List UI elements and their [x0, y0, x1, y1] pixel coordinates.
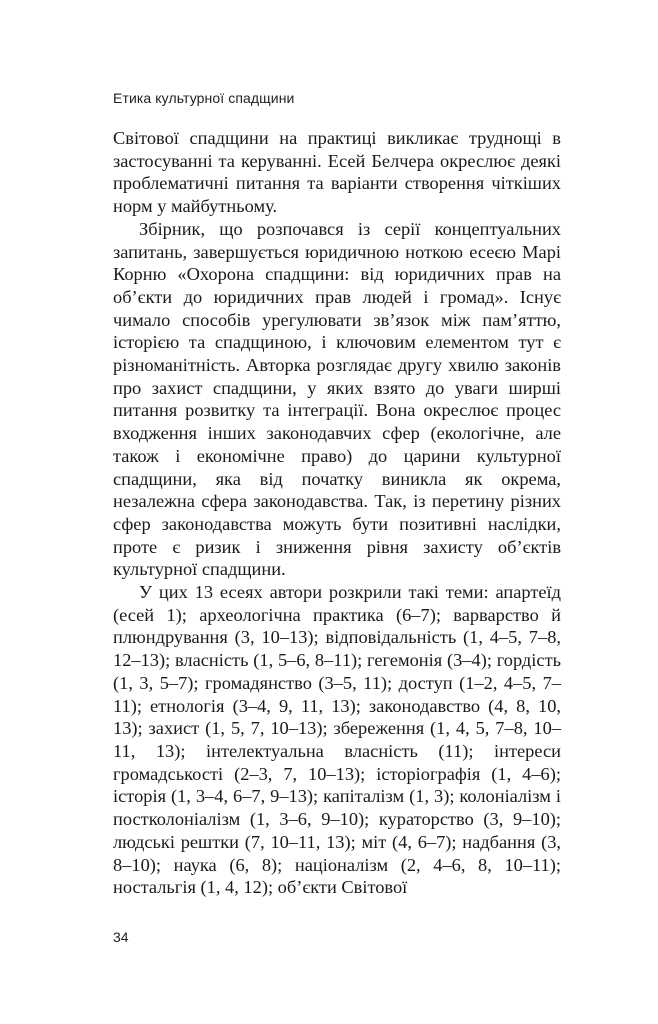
paragraph-3: У цих 13 есеях автори розкрили такі теми: апартеїд (есей 1); археологічна практика (6–7); варварство й плюндрування (3, 10–13); відповідальність (1, 4–5, 7–8, 12–13); власність (1, 5–6, 8–11); гегемонія (3–4); гордість (1, 3, 5–7); громадянство (3–5, 11); доступ (1–2, 4–5, 7–11); етнологія (3–4, 9, 11, 13); законодавство (4, 8, 10, 13); захист (1, 5, 7, 10–13); збереження (1, 4, 5, 7–8, 10–11, 13); інтелектуальна власність (11); інтереси громадськості (2–3, 7, 10–13); історіографія (1, 4–6); історія (1, 3–4, 6–7, 9–13); капіталізм (1, 3); колоніалізм і постколоніалізм (1, 3–6, 9–10); кураторство (3, 9–10); людські рештки (7, 10–11, 13); міт (4, 6–7); надбання (3, 8–10); наука (6, 8); націоналізм (2, 4–6, 8, 10–11); ностальгія (1, 4, 12); об’єкти Світової — [113, 582, 561, 898]
paragraph-1: Світової спадщини на практиці викликає труднощі в застосуванні та керуванні. Есей Белчера окреслює деякі проблематичні питання та варіанти створення чіткіших норм у майбутньому. — [113, 128, 561, 217]
paragraph-2: Збірник, що розпочався із серії концептуальних запитань, завершується юридичною ноткою есеєю Марі Корню «Охорона спадщини: від юридичних прав на об’єкти до юридичних прав людей і громад». Існує чимало способів урегулювати зв’язок між пам’яттю, історією та спадщиною, і ключовим елементом тут є різноманітність. Авторка розглядає другу хвилю законів про захист спадщини, у яких взято до уваги ширші питання розвитку та інтеграції. Вона окреслює процес входження інших законодавчих сфер (екологічне, але також і економічне право) до царини культурної спадщини, яка від початку виникла як окрема, незалежна сфера законодавства. Так, із перетину різних сфер законодавства можуть бути позитивні наслідки, проте є ризик і зниження рівня захисту об’єктів культурної спадщини. — [113, 218, 561, 580]
body-text — [113, 127, 561, 899]
page-number: 34 — [113, 929, 129, 945]
running-head: Етика культурної спадщини — [113, 90, 295, 106]
